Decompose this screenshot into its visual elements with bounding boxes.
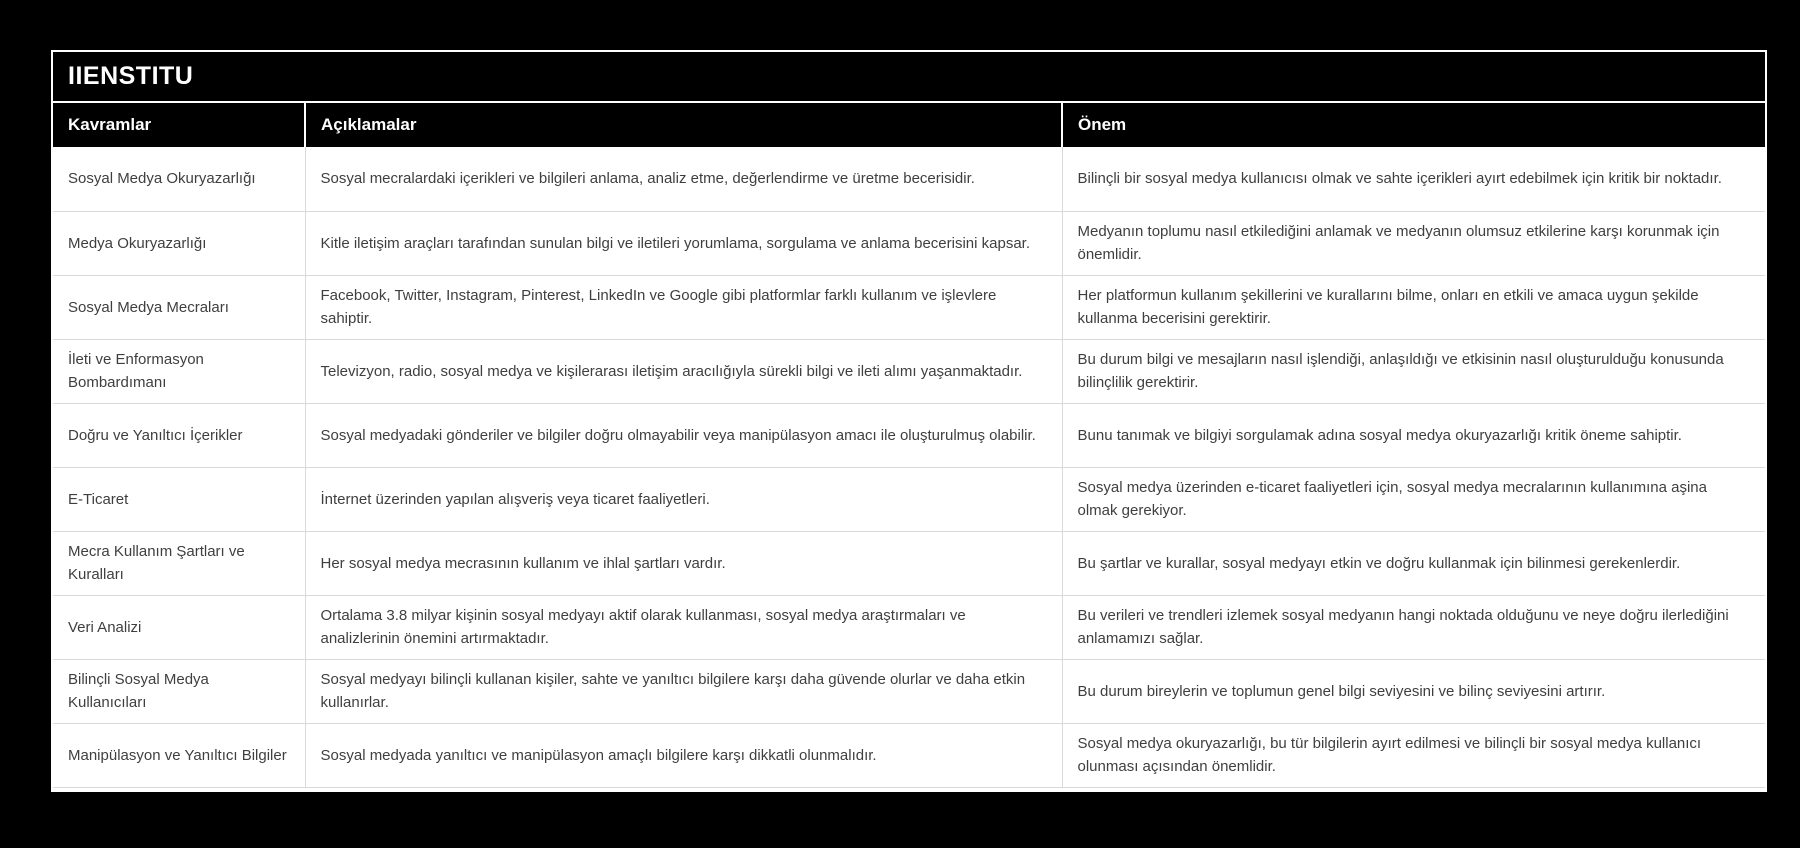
- description-cell: İnternet üzerinden yapılan alışveriş veya ticaret faaliyetleri.: [305, 467, 1062, 531]
- concept-cell: Sosyal Medya Okuryazarlığı: [53, 147, 305, 211]
- col-header-onem: Önem: [1062, 103, 1765, 147]
- col-header-kavramlar: Kavramlar: [53, 103, 305, 147]
- importance-cell: Sosyal medya okuryazarlığı, bu tür bilgilerin ayırt edilmesi ve bilinçli bir sosyal medya kullanıcı olunması açısından önemlidir.: [1062, 723, 1765, 787]
- header-row: [53, 103, 1765, 147]
- description-cell: Televizyon, radio, sosyal medya ve kişilerarası iletişim aracılığıyla sürekli bilgi ve ileti alımı yaşanmaktadır.: [305, 339, 1062, 403]
- importance-cell: Bunu tanımak ve bilgiyi sorgulamak adına sosyal medya okuryazarlığı kritik öneme sahiptir.: [1062, 403, 1765, 467]
- table-row: [53, 403, 1765, 467]
- table-row: [53, 723, 1765, 787]
- concept-cell: Doğru ve Yanıltıcı İçerikler: [53, 403, 305, 467]
- importance-cell: Bilinçli bir sosyal medya kullanıcısı olmak ve sahte içerikleri ayırt edebilmek için kritik bir noktadır.: [1062, 147, 1765, 211]
- description-cell: Sosyal medyada yanıltıcı ve manipülasyon amaçlı bilgilere karşı dikkatli olunmalıdır.: [305, 723, 1062, 787]
- concept-cell: Mecra Kullanım Şartları ve Kuralları: [53, 531, 305, 595]
- description-cell: Kitle iletişim araçları tarafından sunulan bilgi ve iletileri yorumlama, sorgulama ve anlama becerisini kapsar.: [305, 211, 1062, 275]
- brand-title: IIENSTITU: [68, 62, 194, 90]
- table-row: [53, 339, 1765, 403]
- table-row: [53, 467, 1765, 531]
- concept-cell: Bilinçli Sosyal Medya Kullanıcıları: [53, 659, 305, 723]
- table-row: [53, 211, 1765, 275]
- description-cell: Her sosyal medya mecrasının kullanım ve ihlal şartları vardır.: [305, 531, 1062, 595]
- concept-cell: İleti ve Enformasyon Bombardımanı: [53, 339, 305, 403]
- table-row: [53, 147, 1765, 211]
- content-panel: [51, 50, 1767, 792]
- importance-cell: Medyanın toplumu nasıl etkilediğini anlamak ve medyanın olumsuz etkilerine karşı korunmak için önemlidir.: [1062, 211, 1765, 275]
- importance-cell: Bu şartlar ve kurallar, sosyal medyayı etkin ve doğru kullanmak için bilinmesi gerekenlerdir.: [1062, 531, 1765, 595]
- description-cell: Sosyal medyadaki gönderiler ve bilgiler doğru olmayabilir veya manipülasyon amacı ile oluşturulmuş olabilir.: [305, 403, 1062, 467]
- importance-cell: Bu durum bireylerin ve toplumun genel bilgi seviyesini ve bilinç seviyesini artırır.: [1062, 659, 1765, 723]
- table-row: [53, 531, 1765, 595]
- col-header-aciklamalar: Açıklamalar: [305, 103, 1062, 147]
- table-body: [53, 147, 1765, 787]
- importance-cell: Sosyal medya üzerinden e-ticaret faaliyetleri için, sosyal medya mecralarının kullanımına aşina olmak gerekiyor.: [1062, 467, 1765, 531]
- importance-cell: Bu durum bilgi ve mesajların nasıl işlendiği, anlaşıldığı ve etkisinin nasıl oluşturulduğu konusunda bilinçlilik gerektirir.: [1062, 339, 1765, 403]
- table-header: [53, 103, 1765, 147]
- concept-cell: Veri Analizi: [53, 595, 305, 659]
- title-bar: [53, 52, 1765, 103]
- table-row: [53, 595, 1765, 659]
- description-cell: Ortalama 3.8 milyar kişinin sosyal medyayı aktif olarak kullanması, sosyal medya araştırmaları ve analizlerinin önemini artırmaktadır.: [305, 595, 1062, 659]
- table-row: [53, 659, 1765, 723]
- concept-cell: Medya Okuryazarlığı: [53, 211, 305, 275]
- importance-cell: Bu verileri ve trendleri izlemek sosyal medyanın hangi noktada olduğunu ve neye doğru ilerlediğini anlamamızı sağlar.: [1062, 595, 1765, 659]
- description-cell: Facebook, Twitter, Instagram, Pinterest, LinkedIn ve Google gibi platformlar farklı kullanım ve işlevlere sahiptir.: [305, 275, 1062, 339]
- importance-cell: Her platformun kullanım şekillerini ve kurallarını bilme, onları en etkili ve amaca uygun şekilde kullanma becerisini gerektirir.: [1062, 275, 1765, 339]
- description-cell: Sosyal medyayı bilinçli kullanan kişiler, sahte ve yanıltıcı bilgilere karşı daha güvende olurlar ve daha etkin kullanırlar.: [305, 659, 1062, 723]
- concept-cell: E-Ticaret: [53, 467, 305, 531]
- concepts-table: [53, 103, 1765, 788]
- description-cell: Sosyal mecralardaki içerikleri ve bilgileri anlama, analiz etme, değerlendirme ve üretme becerisidir.: [305, 147, 1062, 211]
- concept-cell: Sosyal Medya Mecraları: [53, 275, 305, 339]
- table-row: [53, 275, 1765, 339]
- concept-cell: Manipülasyon ve Yanıltıcı Bilgiler: [53, 723, 305, 787]
